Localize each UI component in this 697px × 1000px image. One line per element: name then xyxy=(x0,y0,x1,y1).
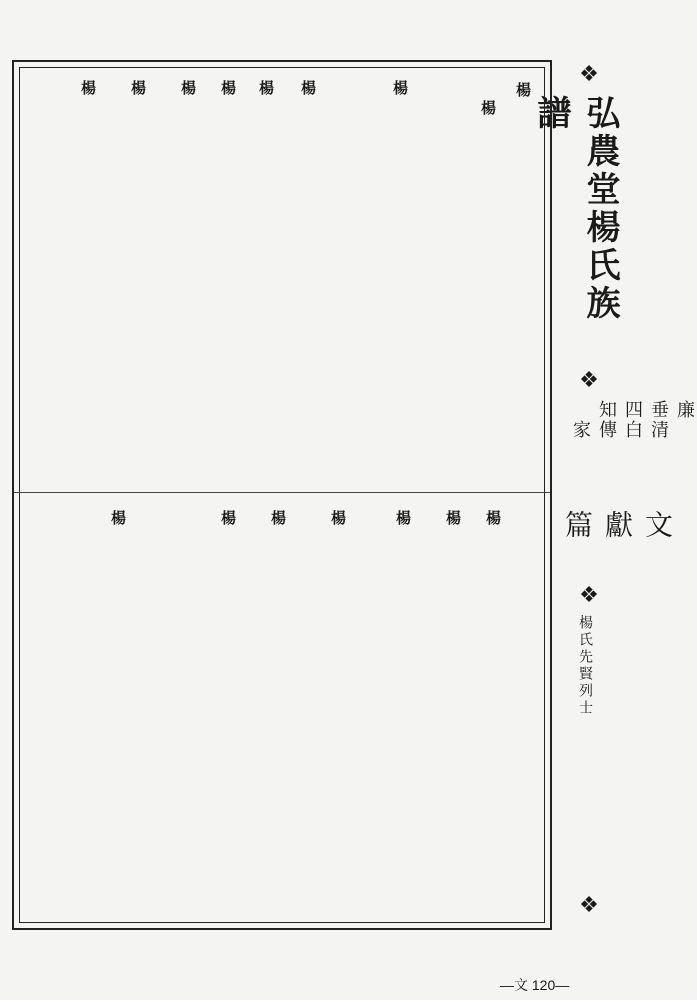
section-label: 楊氏先賢列士 xyxy=(577,615,593,717)
surname-heading: 楊 xyxy=(391,80,409,101)
text-frame xyxy=(12,60,552,930)
ornament-icon: ❖ xyxy=(579,368,599,393)
surname-heading: 楊 xyxy=(444,510,462,531)
surname-heading: 楊 xyxy=(514,82,532,103)
book-title: 弘農堂楊氏族譜 xyxy=(531,95,620,323)
surname-heading: 楊 xyxy=(79,80,97,101)
divider xyxy=(14,492,550,493)
ornament-icon: ❖ xyxy=(579,893,599,918)
surname-heading: 楊 xyxy=(257,80,275,101)
ornament-icon: ❖ xyxy=(579,583,599,608)
surname-heading: 楊 xyxy=(394,510,412,531)
surname-heading: 楊 xyxy=(219,510,237,531)
subtitle-line: 廉垂四知 xyxy=(596,400,695,420)
surname-heading: 楊 xyxy=(484,510,502,531)
surname-heading: 楊 xyxy=(219,80,237,101)
surname-heading: 楊 xyxy=(269,510,287,531)
surname-heading: 楊 xyxy=(109,510,127,531)
subtitle-big: 文獻篇 xyxy=(561,510,674,540)
subtitle-line: 清白傳家 xyxy=(570,420,669,440)
surname-heading: 楊 xyxy=(129,80,147,101)
ornament-icon: ❖ xyxy=(579,62,599,87)
surname-heading: 楊 xyxy=(479,100,497,121)
page-number: —文 120— xyxy=(500,977,570,993)
surname-heading: 楊 xyxy=(179,80,197,101)
surname-heading: 楊 xyxy=(329,510,347,531)
surname-heading: 楊 xyxy=(299,80,317,101)
